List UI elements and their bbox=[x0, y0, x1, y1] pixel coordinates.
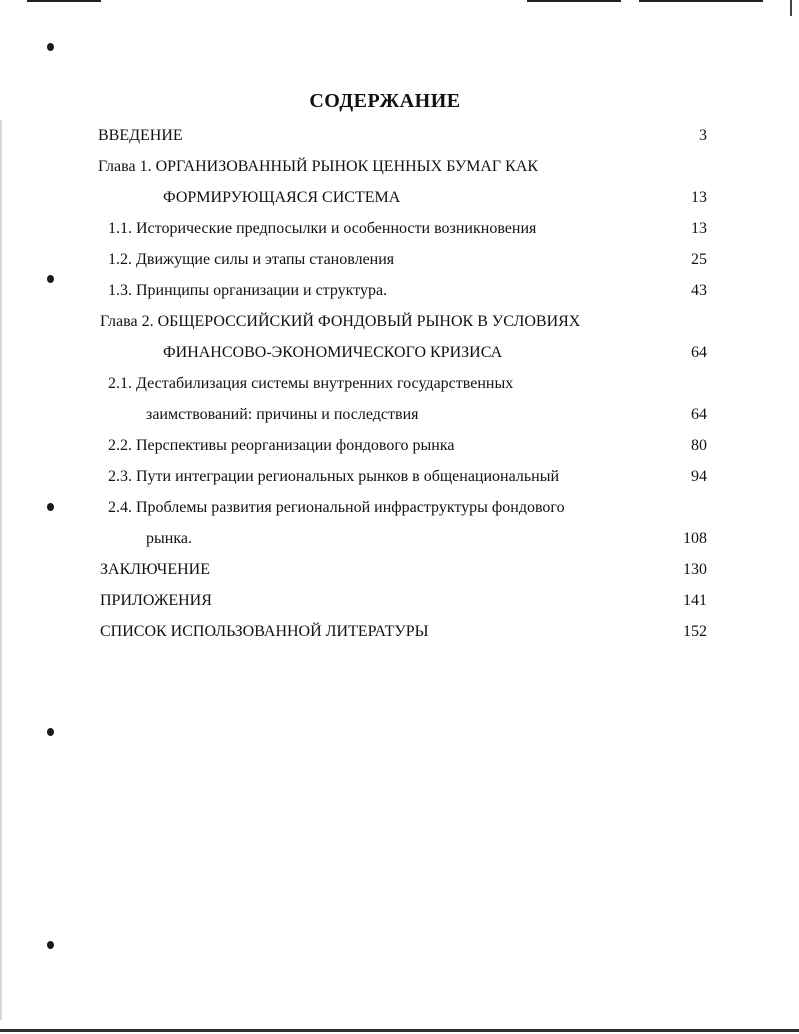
toc-conclusion-page: 130 bbox=[683, 561, 707, 578]
toc-intro-page: 3 bbox=[699, 127, 707, 144]
scan-left-edge bbox=[0, 120, 2, 1020]
toc-s1-2-label: 1.2. Движущие силы и этапы становления bbox=[108, 251, 395, 268]
scan-edge-mark bbox=[27, 0, 101, 2]
toc-s2-4-page: 108 bbox=[683, 530, 707, 547]
toc-s2-1-label-line1: 2.1. Дестабилизация системы внутренних государственных bbox=[108, 375, 514, 392]
toc-ch2-label-line2: ФИНАНСОВО-ЭКОНОМИЧЕСКОГО КРИЗИСА bbox=[163, 344, 503, 361]
toc-s2-3-page: 94 bbox=[691, 468, 707, 485]
toc-s2-1-label-line2: заимствований: причины и последствия bbox=[146, 406, 419, 423]
toc-s2-2-label: 2.2. Перспективы реорганизации фондового рынка bbox=[108, 437, 455, 454]
scan-edge-mark bbox=[639, 0, 763, 2]
toc-s2-1-page: 64 bbox=[691, 406, 707, 423]
scan-bottom-edge bbox=[0, 1029, 799, 1032]
toc-appendices-label: ПРИЛОЖЕНИЯ bbox=[100, 592, 212, 609]
toc-s1-2-page: 25 bbox=[691, 251, 707, 268]
toc-ch2-page: 64 bbox=[691, 344, 707, 361]
toc-s1-3-label: 1.3. Принципы организации и структура. bbox=[108, 282, 388, 299]
toc-ch1-label-line2: ФОРМИРУЮЩАЯСЯ СИСТЕМА bbox=[163, 189, 401, 206]
punch-hole-mark bbox=[47, 275, 54, 283]
scan-edge-mark bbox=[527, 0, 621, 2]
punch-hole-mark bbox=[47, 941, 54, 949]
scan-edge-mark bbox=[790, 0, 792, 16]
toc-ch1-label-line1: Глава 1. ОРГАНИЗОВАННЫЙ РЫНОК ЦЕННЫХ БУМАГ КАК bbox=[98, 158, 539, 175]
toc-ch2-label-line1: Глава 2. ОБЩЕРОССИЙСКИЙ ФОНДОВЫЙ РЫНОК В УСЛОВИЯХ bbox=[100, 313, 581, 330]
toc-s1-1-label: 1.1. Исторические предпосылки и особенности возникновения bbox=[108, 220, 537, 237]
punch-hole-mark bbox=[47, 503, 54, 511]
toc-s1-3-page: 43 bbox=[691, 282, 707, 299]
punch-hole-mark bbox=[47, 43, 54, 51]
toc-conclusion-label: ЗАКЛЮЧЕНИЕ bbox=[100, 561, 210, 578]
toc-intro-label: ВВЕДЕНИЕ bbox=[98, 127, 183, 144]
toc-s2-2-page: 80 bbox=[691, 437, 707, 454]
toc-references-page: 152 bbox=[683, 623, 707, 640]
toc-ch1-page: 13 bbox=[691, 189, 707, 206]
page-title: СОДЕРЖАНИЕ bbox=[309, 90, 461, 112]
toc-s2-4-label-line2: рынка. bbox=[146, 530, 192, 547]
toc-appendices-page: 141 bbox=[683, 592, 707, 609]
toc-s2-4-label-line1: 2.4. Проблемы развития региональной инфраструктуры фондового bbox=[108, 499, 565, 516]
toc-s2-3-label: 2.3. Пути интеграции региональных рынков в общенациональный bbox=[108, 468, 559, 485]
toc-s1-1-page: 13 bbox=[691, 220, 707, 237]
toc-references-label: СПИСОК ИСПОЛЬЗОВАННОЙ ЛИТЕРАТУРЫ bbox=[100, 623, 429, 640]
punch-hole-mark bbox=[47, 728, 54, 736]
